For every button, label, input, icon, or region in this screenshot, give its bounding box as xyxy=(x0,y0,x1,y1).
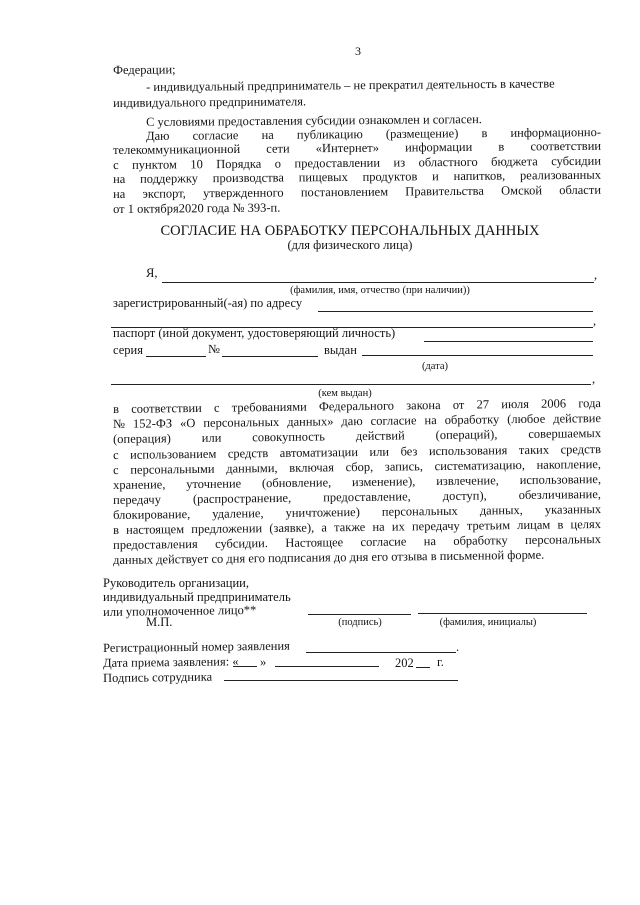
signature-line-2: индивидуальный предприниматель xyxy=(103,590,291,604)
fio-comma: , xyxy=(594,268,598,282)
passport-field[interactable] xyxy=(424,341,593,342)
issued-by-field[interactable] xyxy=(111,384,591,385)
employee-signature-label: Подпись сотрудника xyxy=(103,669,213,685)
document-subtitle: (для физического лица) xyxy=(287,238,413,252)
consent-line-8: блокирование, удаление, уничтожение) персональных данных, указанных xyxy=(113,502,602,522)
address-comma: , xyxy=(593,314,597,328)
signature-line-1: Руководитель организации, xyxy=(103,576,249,590)
consent-line-9: в настоящем предложении (заявке), а также на их передачу третьим лицам в целях xyxy=(113,517,602,537)
fio-caption: (фамилия, имя, отчество (при наличии)) xyxy=(290,285,470,296)
signature-caption: (подпись) xyxy=(338,617,382,628)
employee-signature-field[interactable] xyxy=(224,680,458,681)
series-field[interactable] xyxy=(146,356,206,357)
name-initials-caption: (фамилия, инициалы) xyxy=(439,617,537,628)
intro-line-9: на экспорт, утвержденного постановлением Правительства Омской области xyxy=(113,182,602,201)
issued-label: выдан xyxy=(324,343,357,357)
consent-line-2: № 152-ФЗ «О персональных данных» даю согласие на обработку (любое действие xyxy=(113,411,602,431)
signature-field[interactable] xyxy=(308,614,411,615)
intro-line-3: индивидуального предпринимателя. xyxy=(113,94,307,110)
consent-line-5: с персональными данными, включая сбор, запись, систематизацию, накопление, xyxy=(113,457,602,477)
acceptance-year: 202 xyxy=(395,656,414,670)
registration-number-field[interactable] xyxy=(306,652,456,653)
intro-line-4: С условиями предоставления субсидии ознакомлен и согласен. xyxy=(146,112,482,129)
fio-field[interactable] xyxy=(162,282,594,283)
name-initials-field[interactable] xyxy=(418,613,587,614)
intro-line-6: телекоммуникационной сети «Интернет» информации в соответствии xyxy=(113,138,602,157)
consent-line-3: (операция) или совокупность действий (операций), совершаемых xyxy=(113,426,602,446)
passport-label: паспорт (иной документ, удостоверяющий личность) xyxy=(113,326,396,340)
acceptance-year-suffix: г. xyxy=(437,655,444,669)
document-title: СОГЛАСИЕ НА ОБРАБОТКУ ПЕРСОНАЛЬНЫХ ДАННЫХ xyxy=(160,223,540,239)
intro-line-10: от 1 октября2020 года № 393-п. xyxy=(113,200,281,216)
page-number: 3 xyxy=(355,44,361,58)
consent-line-11: данных действует со дня его подписания до дня его отзыва в письменной форме. xyxy=(113,547,545,567)
acceptance-day-field[interactable] xyxy=(233,666,257,667)
acceptance-year-field[interactable] xyxy=(416,667,430,668)
number-field[interactable] xyxy=(222,356,318,357)
consent-line-7: передачу (распространение, предоставление, доступ), обезличивание, xyxy=(113,487,602,507)
intro-line-7: с пунктом 10 Порядка о предоставлении из областного бюджета субсидии xyxy=(113,153,602,172)
issued-by-comma: , xyxy=(592,372,596,386)
registration-number-label: Регистрационный номер заявления xyxy=(103,638,290,655)
intro-line-5: Даю согласие на публикацию (размещение) в информационно- xyxy=(146,125,602,143)
address-field-line-1[interactable] xyxy=(318,311,593,312)
registration-number-period: . xyxy=(456,640,460,654)
mp-label: М.П. xyxy=(146,615,173,629)
issue-date-field[interactable] xyxy=(362,355,593,356)
consent-line-6: хранение, уточнение (обновление, изменение), извлечение, использование, xyxy=(113,472,602,492)
i-label: Я, xyxy=(146,266,158,280)
intro-line-8: на поддержку производства пищевых продуктов и напитков, реализованных xyxy=(113,167,602,186)
registered-label: зарегистрированный(-ая) по адресу xyxy=(113,296,303,310)
signature-line-3: или уполномоченное лицо** xyxy=(103,602,257,619)
intro-line-2: - индивидуальный предприниматель – не прекратил деятельность в качестве xyxy=(146,76,555,94)
acceptance-date-label: Дата приема заявления: « xyxy=(103,654,239,670)
acceptance-month-field[interactable] xyxy=(275,666,379,667)
date-caption: (дата) xyxy=(421,361,449,372)
issued-by-caption: (кем выдан) xyxy=(318,388,372,399)
number-label: № xyxy=(208,342,220,356)
acceptance-date-quote: » xyxy=(260,655,267,669)
consent-line-10: предоставления субсидии. Настоящее согласие на обработку персональных xyxy=(113,532,602,552)
intro-line-1: Федерации; xyxy=(113,62,176,77)
consent-line-4: с использованием средств автоматизации или без использования таких средств xyxy=(113,442,602,462)
series-label: серия xyxy=(113,343,143,357)
consent-line-1: в соответствии с требованиями Федерального закона от 27 июля 2006 года xyxy=(113,396,602,416)
